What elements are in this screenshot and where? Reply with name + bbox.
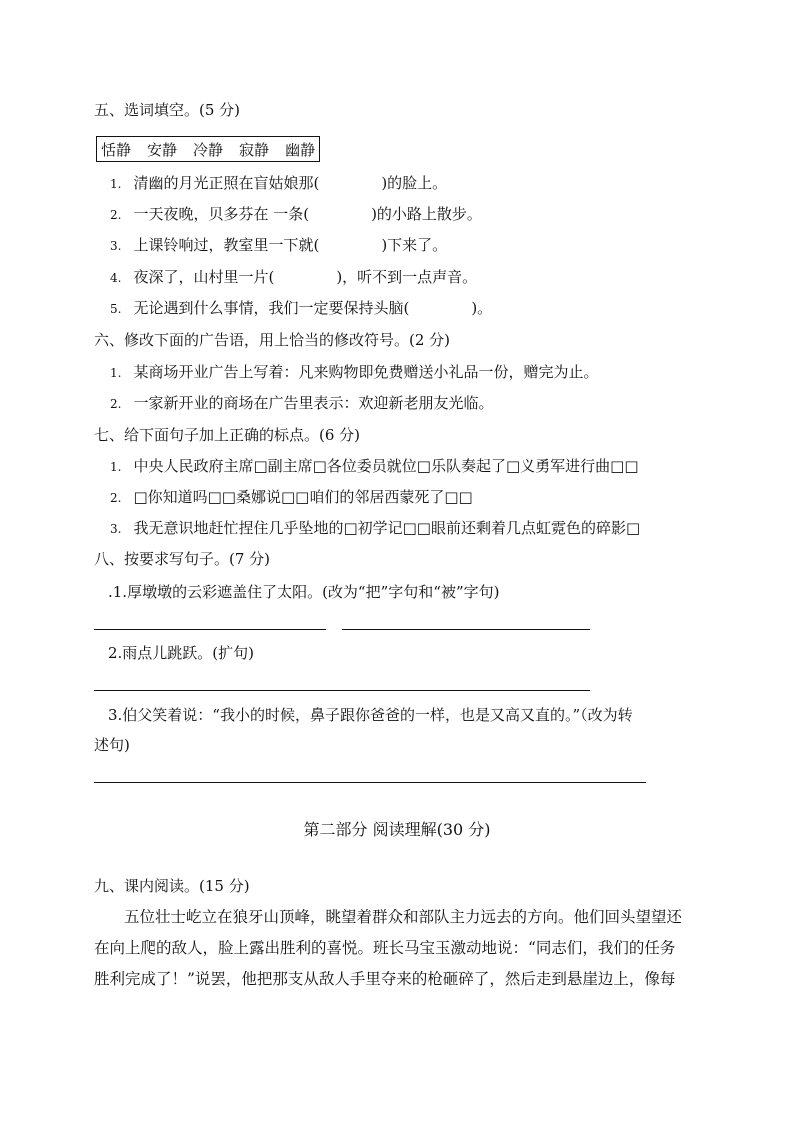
item-number: 1. bbox=[110, 366, 122, 380]
punct-item-1 bbox=[110, 456, 639, 477]
rewrite-question-3-continued: 述句) bbox=[94, 736, 130, 754]
item-number: 2. bbox=[110, 397, 122, 411]
section6-heading: 六、修改下面的广告语，用上恰当的修改符号。(2 分) bbox=[94, 331, 451, 349]
item-text: □你知道吗□□桑娜说□□咱们的邻居西蒙死了□□ bbox=[133, 488, 473, 506]
answer-line[interactable] bbox=[94, 690, 590, 691]
item-number: 4. bbox=[110, 271, 122, 285]
passage-line: 五位壮士屹立在狼牙山顶峰，眺望着群众和部队主力远去的方向。他们回头望望还 bbox=[124, 908, 683, 926]
section7-heading: 七、给下面句子加上正确的标点。(6 分) bbox=[94, 426, 361, 444]
word-bank bbox=[96, 136, 320, 162]
item-number: 3. bbox=[110, 239, 122, 253]
fill-item-5 bbox=[110, 298, 492, 319]
answer-line[interactable] bbox=[342, 629, 590, 630]
item-text-after: )下来了。 bbox=[381, 236, 448, 254]
item-text: 某商场开业广告上写着：凡来购物即免费赠送小礼品一份，赠完为止。 bbox=[133, 363, 599, 381]
rewrite-question-1: .1.厚墩墩的云彩遮盖住了太阳。(改为“把”字句和“被”字句) bbox=[108, 583, 500, 601]
item-text-before: 清幽的月光正照在盲姑娘那( bbox=[133, 174, 320, 192]
section8-heading: 八、按要求写句子。(7 分) bbox=[94, 550, 271, 568]
item-text-after: )的脸上。 bbox=[381, 174, 448, 192]
word-bank-item: 安静 bbox=[147, 140, 178, 159]
item-number: 2. bbox=[110, 208, 122, 222]
item-text-after: )的小路上散步。 bbox=[371, 205, 482, 223]
part2-title: 第二部分 阅读理解(30 分) bbox=[303, 820, 491, 839]
item-text: 一家新开业的商场在广告里表示：欢迎新老朋友光临。 bbox=[133, 394, 494, 412]
word-bank-item: 寂静 bbox=[239, 140, 270, 159]
item-text-before: 上课铃响过，教室里一下就( bbox=[133, 236, 320, 254]
word-bank-item: 冷静 bbox=[193, 140, 224, 159]
item-text-before: 夜深了，山村里一片( bbox=[133, 268, 275, 286]
passage-line: 胜利完成了！”说罢，他把那支从敌人手里夺来的枪砸碎了，然后走到悬崖边上，像每 bbox=[94, 970, 676, 988]
word-bank-item: 恬静 bbox=[101, 140, 132, 159]
fill-item-1 bbox=[110, 173, 447, 194]
item-number: 3. bbox=[110, 522, 122, 536]
fill-item-3 bbox=[110, 235, 447, 256]
item-text-after: )。 bbox=[471, 299, 493, 317]
item-number: 1. bbox=[110, 177, 122, 191]
rewrite-question-2: 2.雨点儿跳跃。(扩句) bbox=[108, 644, 255, 662]
item-text: 中央人民政府主席□副主席□各位委员就位□乐队奏起了□义勇军进行曲□□ bbox=[133, 457, 639, 475]
item-number: 2. bbox=[110, 491, 122, 505]
passage-line: 在向上爬的敌人，脸上露出胜利的喜悦。班长马宝玉激动地说：“同志们，我们的任务 bbox=[94, 939, 676, 957]
answer-line[interactable] bbox=[94, 782, 646, 783]
fill-item-2 bbox=[110, 204, 482, 225]
item-number: 5. bbox=[110, 302, 122, 316]
item-text-after: )，听不到一点声音。 bbox=[336, 268, 478, 286]
item-text-before: 一天夜晚，贝多芬在 一条( bbox=[133, 205, 310, 223]
section5-heading: 五、选词填空。(5 分) bbox=[94, 101, 241, 119]
section9-heading: 九、课内阅读。(15 分) bbox=[94, 877, 250, 895]
item-text: 我无意识地赶忙捏住几乎坠地的□初学记□□眼前还剩着几点虹霓色的碎影□ bbox=[133, 519, 641, 537]
answer-line[interactable] bbox=[94, 629, 326, 630]
revise-item-1 bbox=[110, 362, 598, 383]
word-bank-item: 幽静 bbox=[285, 140, 316, 159]
item-text-before: 无论遇到什么事情，我们一定要保持头脑( bbox=[133, 299, 410, 317]
fill-item-4 bbox=[110, 267, 477, 288]
punct-item-2 bbox=[110, 487, 473, 508]
punct-item-3 bbox=[110, 518, 640, 539]
item-number: 1. bbox=[110, 460, 122, 474]
revise-item-2 bbox=[110, 393, 493, 414]
rewrite-question-3: 3.伯父笑着说：“我小的时候，鼻子跟你爸爸的一样，也是又高又直的。”（改为转 bbox=[108, 706, 633, 724]
